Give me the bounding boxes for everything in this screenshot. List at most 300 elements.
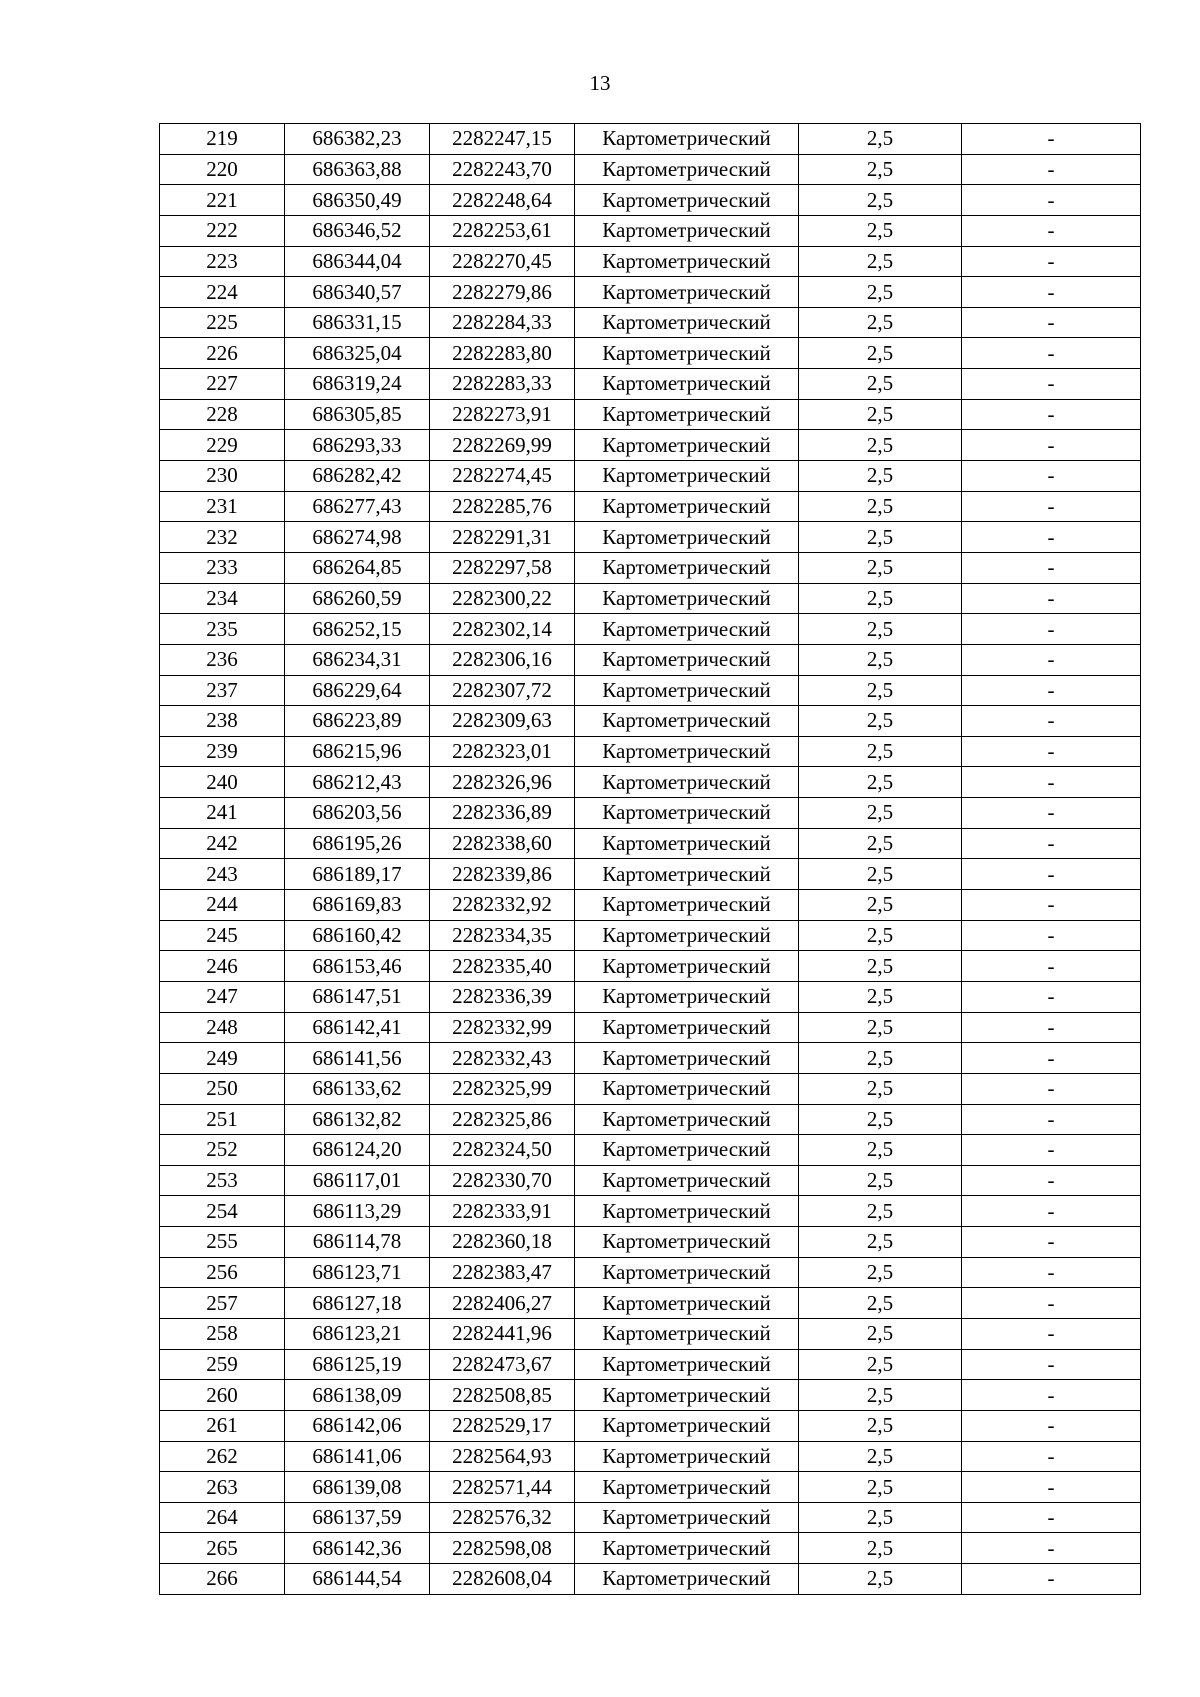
accuracy-cell: 2,5 <box>799 215 962 246</box>
point-number-cell: 264 <box>160 1502 285 1533</box>
y-coordinate-cell: 2282300,22 <box>430 583 575 614</box>
table-row <box>160 246 1141 277</box>
method-cell: Картометрический <box>575 1533 799 1564</box>
description-cell: - <box>962 1533 1141 1564</box>
description-cell: - <box>962 1043 1141 1074</box>
method-cell: Картометрический <box>575 1135 799 1166</box>
table-row <box>160 461 1141 492</box>
table-row <box>160 491 1141 522</box>
table-row <box>160 1502 1141 1533</box>
y-coordinate-cell: 2282269,99 <box>430 430 575 461</box>
x-coordinate-cell: 686123,71 <box>285 1257 430 1288</box>
point-number-cell: 237 <box>160 675 285 706</box>
description-cell: - <box>962 522 1141 553</box>
table-row <box>160 951 1141 982</box>
description-cell: - <box>962 951 1141 982</box>
y-coordinate-cell: 2282302,14 <box>430 614 575 645</box>
point-number-cell: 257 <box>160 1288 285 1319</box>
point-number-cell: 254 <box>160 1196 285 1227</box>
table-row <box>160 767 1141 798</box>
accuracy-cell: 2,5 <box>799 307 962 338</box>
table-row <box>160 1227 1141 1258</box>
y-coordinate-cell: 2282323,01 <box>430 736 575 767</box>
point-number-cell: 234 <box>160 583 285 614</box>
x-coordinate-cell: 686264,85 <box>285 552 430 583</box>
accuracy-cell: 2,5 <box>799 1349 962 1380</box>
y-coordinate-cell: 2282508,85 <box>430 1380 575 1411</box>
x-coordinate-cell: 686142,41 <box>285 1012 430 1043</box>
table-row <box>160 1533 1141 1564</box>
y-coordinate-cell: 2282330,70 <box>430 1165 575 1196</box>
point-number-cell: 260 <box>160 1380 285 1411</box>
description-cell: - <box>962 1349 1141 1380</box>
accuracy-cell: 2,5 <box>799 798 962 829</box>
x-coordinate-cell: 686114,78 <box>285 1227 430 1258</box>
y-coordinate-cell: 2282243,70 <box>430 154 575 185</box>
x-coordinate-cell: 686229,64 <box>285 675 430 706</box>
point-number-cell: 249 <box>160 1043 285 1074</box>
point-number-cell: 226 <box>160 338 285 369</box>
table-row <box>160 614 1141 645</box>
y-coordinate-cell: 2282338,60 <box>430 828 575 859</box>
point-number-cell: 252 <box>160 1135 285 1166</box>
x-coordinate-cell: 686142,06 <box>285 1410 430 1441</box>
point-number-cell: 225 <box>160 307 285 338</box>
table-row <box>160 124 1141 155</box>
point-number-cell: 221 <box>160 185 285 216</box>
accuracy-cell: 2,5 <box>799 1196 962 1227</box>
y-coordinate-cell: 2282325,86 <box>430 1104 575 1135</box>
method-cell: Картометрический <box>575 920 799 951</box>
y-coordinate-cell: 2282248,64 <box>430 185 575 216</box>
description-cell: - <box>962 920 1141 951</box>
y-coordinate-cell: 2282285,76 <box>430 491 575 522</box>
method-cell: Картометрический <box>575 307 799 338</box>
accuracy-cell: 2,5 <box>799 277 962 308</box>
y-coordinate-cell: 2282283,33 <box>430 369 575 400</box>
method-cell: Картометрический <box>575 277 799 308</box>
point-number-cell: 229 <box>160 430 285 461</box>
description-cell: - <box>962 583 1141 614</box>
x-coordinate-cell: 686141,56 <box>285 1043 430 1074</box>
method-cell: Картометрический <box>575 522 799 553</box>
method-cell: Картометрический <box>575 1349 799 1380</box>
y-coordinate-cell: 2282598,08 <box>430 1533 575 1564</box>
x-coordinate-cell: 686189,17 <box>285 859 430 890</box>
method-cell: Картометрический <box>575 767 799 798</box>
x-coordinate-cell: 686325,04 <box>285 338 430 369</box>
accuracy-cell: 2,5 <box>799 1472 962 1503</box>
method-cell: Картометрический <box>575 1441 799 1472</box>
x-coordinate-cell: 686382,23 <box>285 124 430 155</box>
point-number-cell: 241 <box>160 798 285 829</box>
x-coordinate-cell: 686160,42 <box>285 920 430 951</box>
x-coordinate-cell: 686142,36 <box>285 1533 430 1564</box>
description-cell: - <box>962 1410 1141 1441</box>
point-number-cell: 248 <box>160 1012 285 1043</box>
method-cell: Картометрический <box>575 430 799 461</box>
description-cell: - <box>962 1012 1141 1043</box>
table-row <box>160 1288 1141 1319</box>
table-row <box>160 1135 1141 1166</box>
x-coordinate-cell: 686133,62 <box>285 1073 430 1104</box>
x-coordinate-cell: 686139,08 <box>285 1472 430 1503</box>
method-cell: Картометрический <box>575 583 799 614</box>
method-cell: Картометрический <box>575 124 799 155</box>
method-cell: Картометрический <box>575 981 799 1012</box>
method-cell: Картометрический <box>575 246 799 277</box>
y-coordinate-cell: 2282332,92 <box>430 890 575 921</box>
accuracy-cell: 2,5 <box>799 951 962 982</box>
x-coordinate-cell: 686127,18 <box>285 1288 430 1319</box>
point-number-cell: 236 <box>160 644 285 675</box>
table-row <box>160 890 1141 921</box>
table-row <box>160 828 1141 859</box>
accuracy-cell: 2,5 <box>799 890 962 921</box>
description-cell: - <box>962 552 1141 583</box>
method-cell: Картометрический <box>575 644 799 675</box>
accuracy-cell: 2,5 <box>799 736 962 767</box>
description-cell: - <box>962 185 1141 216</box>
point-number-cell: 258 <box>160 1318 285 1349</box>
table-row <box>160 1564 1141 1595</box>
point-number-cell: 251 <box>160 1104 285 1135</box>
y-coordinate-cell: 2282324,50 <box>430 1135 575 1166</box>
description-cell: - <box>962 1104 1141 1135</box>
description-cell: - <box>962 890 1141 921</box>
method-cell: Картометрический <box>575 614 799 645</box>
x-coordinate-cell: 686282,42 <box>285 461 430 492</box>
description-cell: - <box>962 154 1141 185</box>
method-cell: Картометрический <box>575 706 799 737</box>
x-coordinate-cell: 686363,88 <box>285 154 430 185</box>
x-coordinate-cell: 686147,51 <box>285 981 430 1012</box>
accuracy-cell: 2,5 <box>799 1410 962 1441</box>
x-coordinate-cell: 686169,83 <box>285 890 430 921</box>
accuracy-cell: 2,5 <box>799 246 962 277</box>
method-cell: Картометрический <box>575 1257 799 1288</box>
method-cell: Картометрический <box>575 1318 799 1349</box>
table-row <box>160 1410 1141 1441</box>
y-coordinate-cell: 2282307,72 <box>430 675 575 706</box>
method-cell: Картометрический <box>575 399 799 430</box>
method-cell: Картометрический <box>575 369 799 400</box>
x-coordinate-cell: 686113,29 <box>285 1196 430 1227</box>
x-coordinate-cell: 686203,56 <box>285 798 430 829</box>
accuracy-cell: 2,5 <box>799 552 962 583</box>
description-cell: - <box>962 859 1141 890</box>
method-cell: Картометрический <box>575 859 799 890</box>
description-cell: - <box>962 246 1141 277</box>
table-row <box>160 154 1141 185</box>
description-cell: - <box>962 491 1141 522</box>
method-cell: Картометрический <box>575 675 799 706</box>
description-cell: - <box>962 981 1141 1012</box>
point-number-cell: 263 <box>160 1472 285 1503</box>
description-cell: - <box>962 1288 1141 1319</box>
point-number-cell: 259 <box>160 1349 285 1380</box>
x-coordinate-cell: 686340,57 <box>285 277 430 308</box>
description-cell: - <box>962 1257 1141 1288</box>
accuracy-cell: 2,5 <box>799 583 962 614</box>
description-cell: - <box>962 1165 1141 1196</box>
x-coordinate-cell: 686319,24 <box>285 369 430 400</box>
point-number-cell: 222 <box>160 215 285 246</box>
point-number-cell: 240 <box>160 767 285 798</box>
point-number-cell: 220 <box>160 154 285 185</box>
table-row <box>160 1257 1141 1288</box>
point-number-cell: 244 <box>160 890 285 921</box>
accuracy-cell: 2,5 <box>799 1227 962 1258</box>
y-coordinate-cell: 2282332,99 <box>430 1012 575 1043</box>
accuracy-cell: 2,5 <box>799 399 962 430</box>
accuracy-cell: 2,5 <box>799 767 962 798</box>
point-number-cell: 219 <box>160 124 285 155</box>
point-number-cell: 256 <box>160 1257 285 1288</box>
accuracy-cell: 2,5 <box>799 644 962 675</box>
x-coordinate-cell: 686117,01 <box>285 1165 430 1196</box>
method-cell: Картометрический <box>575 736 799 767</box>
table-row <box>160 1441 1141 1472</box>
method-cell: Картометрический <box>575 1227 799 1258</box>
description-cell: - <box>962 307 1141 338</box>
table-row <box>160 1318 1141 1349</box>
y-coordinate-cell: 2282326,96 <box>430 767 575 798</box>
description-cell: - <box>962 644 1141 675</box>
accuracy-cell: 2,5 <box>799 1533 962 1564</box>
description-cell: - <box>962 1502 1141 1533</box>
accuracy-cell: 2,5 <box>799 1104 962 1135</box>
accuracy-cell: 2,5 <box>799 522 962 553</box>
description-cell: - <box>962 277 1141 308</box>
x-coordinate-cell: 686331,15 <box>285 307 430 338</box>
point-number-cell: 238 <box>160 706 285 737</box>
method-cell: Картометрический <box>575 1196 799 1227</box>
method-cell: Картометрический <box>575 338 799 369</box>
description-cell: - <box>962 1135 1141 1166</box>
table-row <box>160 1196 1141 1227</box>
point-number-cell: 232 <box>160 522 285 553</box>
accuracy-cell: 2,5 <box>799 706 962 737</box>
x-coordinate-cell: 686260,59 <box>285 583 430 614</box>
y-coordinate-cell: 2282279,86 <box>430 277 575 308</box>
description-cell: - <box>962 1227 1141 1258</box>
y-coordinate-cell: 2282529,17 <box>430 1410 575 1441</box>
table-row <box>160 859 1141 890</box>
x-coordinate-cell: 686344,04 <box>285 246 430 277</box>
point-number-cell: 253 <box>160 1165 285 1196</box>
description-cell: - <box>962 215 1141 246</box>
y-coordinate-cell: 2282441,96 <box>430 1318 575 1349</box>
description-cell: - <box>962 430 1141 461</box>
description-cell: - <box>962 675 1141 706</box>
accuracy-cell: 2,5 <box>799 1012 962 1043</box>
x-coordinate-cell: 686346,52 <box>285 215 430 246</box>
point-number-cell: 227 <box>160 369 285 400</box>
x-coordinate-cell: 686132,82 <box>285 1104 430 1135</box>
accuracy-cell: 2,5 <box>799 1318 962 1349</box>
table-row <box>160 675 1141 706</box>
point-number-cell: 245 <box>160 920 285 951</box>
point-number-cell: 261 <box>160 1410 285 1441</box>
accuracy-cell: 2,5 <box>799 491 962 522</box>
table-row <box>160 1104 1141 1135</box>
table-row <box>160 399 1141 430</box>
description-cell: - <box>962 399 1141 430</box>
point-number-cell: 235 <box>160 614 285 645</box>
y-coordinate-cell: 2282406,27 <box>430 1288 575 1319</box>
y-coordinate-cell: 2282309,63 <box>430 706 575 737</box>
description-cell: - <box>962 369 1141 400</box>
table-row <box>160 644 1141 675</box>
table-row <box>160 798 1141 829</box>
accuracy-cell: 2,5 <box>799 675 962 706</box>
y-coordinate-cell: 2282336,89 <box>430 798 575 829</box>
method-cell: Картометрический <box>575 1104 799 1135</box>
y-coordinate-cell: 2282571,44 <box>430 1472 575 1503</box>
method-cell: Картометрический <box>575 1472 799 1503</box>
table-row <box>160 307 1141 338</box>
description-cell: - <box>962 1472 1141 1503</box>
table-row <box>160 981 1141 1012</box>
accuracy-cell: 2,5 <box>799 1135 962 1166</box>
description-cell: - <box>962 767 1141 798</box>
description-cell: - <box>962 1073 1141 1104</box>
point-number-cell: 265 <box>160 1533 285 1564</box>
x-coordinate-cell: 686123,21 <box>285 1318 430 1349</box>
table-row <box>160 522 1141 553</box>
y-coordinate-cell: 2282564,93 <box>430 1441 575 1472</box>
y-coordinate-cell: 2282283,80 <box>430 338 575 369</box>
x-coordinate-cell: 686277,43 <box>285 491 430 522</box>
accuracy-cell: 2,5 <box>799 430 962 461</box>
accuracy-cell: 2,5 <box>799 981 962 1012</box>
method-cell: Картометрический <box>575 491 799 522</box>
table-row <box>160 338 1141 369</box>
y-coordinate-cell: 2282333,91 <box>430 1196 575 1227</box>
description-cell: - <box>962 736 1141 767</box>
method-cell: Картометрический <box>575 1288 799 1319</box>
x-coordinate-cell: 686215,96 <box>285 736 430 767</box>
y-coordinate-cell: 2282247,15 <box>430 124 575 155</box>
table-row <box>160 1472 1141 1503</box>
x-coordinate-cell: 686195,26 <box>285 828 430 859</box>
accuracy-cell: 2,5 <box>799 1380 962 1411</box>
table-row <box>160 1380 1141 1411</box>
x-coordinate-cell: 686305,85 <box>285 399 430 430</box>
point-number-cell: 243 <box>160 859 285 890</box>
y-coordinate-cell: 2282325,99 <box>430 1073 575 1104</box>
y-coordinate-cell: 2282335,40 <box>430 951 575 982</box>
accuracy-cell: 2,5 <box>799 154 962 185</box>
table-row <box>160 736 1141 767</box>
method-cell: Картометрический <box>575 1165 799 1196</box>
x-coordinate-cell: 686274,98 <box>285 522 430 553</box>
table-row <box>160 1012 1141 1043</box>
accuracy-cell: 2,5 <box>799 1441 962 1472</box>
point-number-cell: 239 <box>160 736 285 767</box>
point-number-cell: 231 <box>160 491 285 522</box>
point-number-cell: 223 <box>160 246 285 277</box>
accuracy-cell: 2,5 <box>799 124 962 155</box>
point-number-cell: 242 <box>160 828 285 859</box>
y-coordinate-cell: 2282383,47 <box>430 1257 575 1288</box>
description-cell: - <box>962 798 1141 829</box>
table-row <box>160 277 1141 308</box>
y-coordinate-cell: 2282334,35 <box>430 920 575 951</box>
table-row <box>160 552 1141 583</box>
y-coordinate-cell: 2282274,45 <box>430 461 575 492</box>
accuracy-cell: 2,5 <box>799 1043 962 1074</box>
y-coordinate-cell: 2282608,04 <box>430 1564 575 1595</box>
x-coordinate-cell: 686153,46 <box>285 951 430 982</box>
accuracy-cell: 2,5 <box>799 1257 962 1288</box>
description-cell: - <box>962 1380 1141 1411</box>
accuracy-cell: 2,5 <box>799 1165 962 1196</box>
y-coordinate-cell: 2282473,67 <box>430 1349 575 1380</box>
y-coordinate-cell: 2282306,16 <box>430 644 575 675</box>
page-number: 13 <box>589 71 611 95</box>
x-coordinate-cell: 686137,59 <box>285 1502 430 1533</box>
point-number-cell: 262 <box>160 1441 285 1472</box>
method-cell: Картометрический <box>575 1043 799 1074</box>
description-cell: - <box>962 1564 1141 1595</box>
accuracy-cell: 2,5 <box>799 1288 962 1319</box>
accuracy-cell: 2,5 <box>799 369 962 400</box>
y-coordinate-cell: 2282339,86 <box>430 859 575 890</box>
x-coordinate-cell: 686293,33 <box>285 430 430 461</box>
point-number-cell: 224 <box>160 277 285 308</box>
x-coordinate-cell: 686125,19 <box>285 1349 430 1380</box>
description-cell: - <box>962 338 1141 369</box>
coordinates-table <box>159 123 1141 1595</box>
point-number-cell: 255 <box>160 1227 285 1258</box>
method-cell: Картометрический <box>575 1410 799 1441</box>
table-body <box>160 124 1141 1595</box>
x-coordinate-cell: 686138,09 <box>285 1380 430 1411</box>
accuracy-cell: 2,5 <box>799 828 962 859</box>
method-cell: Картометрический <box>575 154 799 185</box>
table-row <box>160 430 1141 461</box>
accuracy-cell: 2,5 <box>799 1073 962 1104</box>
x-coordinate-cell: 686141,06 <box>285 1441 430 1472</box>
y-coordinate-cell: 2282360,18 <box>430 1227 575 1258</box>
method-cell: Картометрический <box>575 890 799 921</box>
table-row <box>160 185 1141 216</box>
point-number-cell: 266 <box>160 1564 285 1595</box>
point-number-cell: 247 <box>160 981 285 1012</box>
point-number-cell: 246 <box>160 951 285 982</box>
y-coordinate-cell: 2282332,43 <box>430 1043 575 1074</box>
table-row <box>160 1073 1141 1104</box>
y-coordinate-cell: 2282253,61 <box>430 215 575 246</box>
table-row <box>160 583 1141 614</box>
y-coordinate-cell: 2282576,32 <box>430 1502 575 1533</box>
table-row <box>160 1349 1141 1380</box>
table-row <box>160 369 1141 400</box>
method-cell: Картометрический <box>575 461 799 492</box>
method-cell: Картометрический <box>575 1380 799 1411</box>
method-cell: Картометрический <box>575 1502 799 1533</box>
x-coordinate-cell: 686350,49 <box>285 185 430 216</box>
accuracy-cell: 2,5 <box>799 185 962 216</box>
method-cell: Картометрический <box>575 1564 799 1595</box>
description-cell: - <box>962 706 1141 737</box>
x-coordinate-cell: 686234,31 <box>285 644 430 675</box>
method-cell: Картометрический <box>575 798 799 829</box>
point-number-cell: 228 <box>160 399 285 430</box>
description-cell: - <box>962 1441 1141 1472</box>
